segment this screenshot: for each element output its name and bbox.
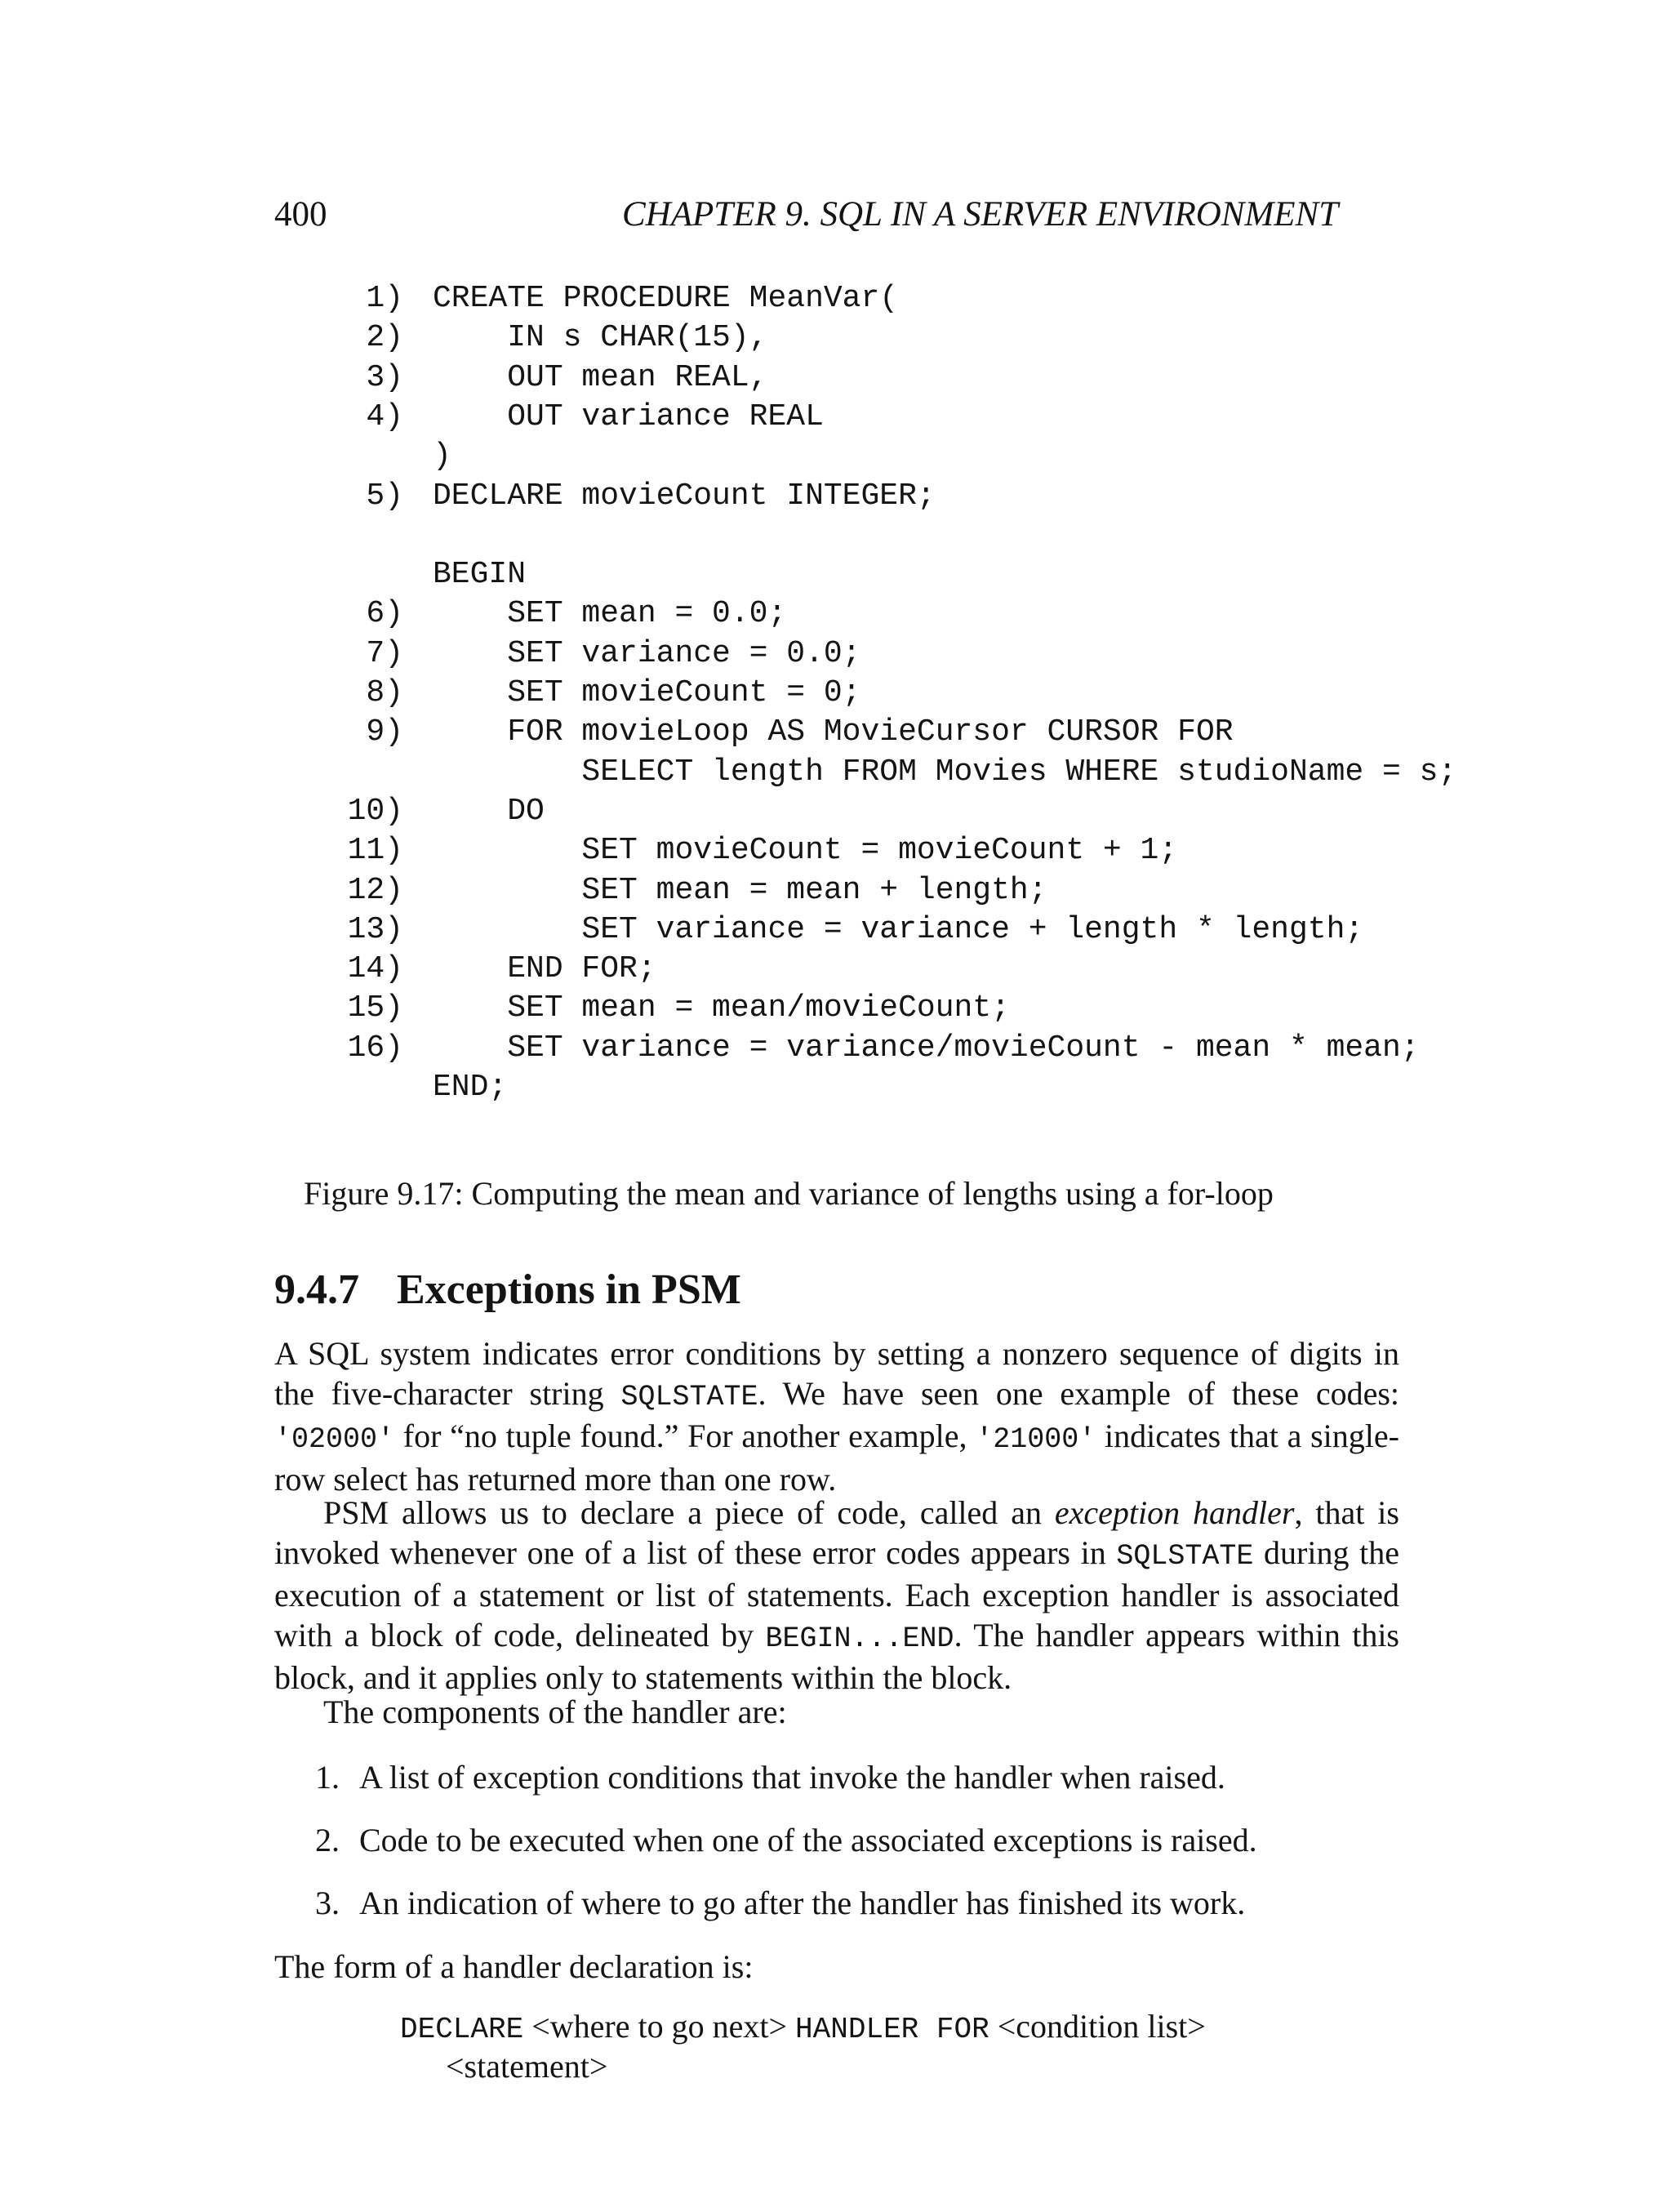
code-line xyxy=(336,437,1479,476)
list-text: A list of exception conditions that invoke the handler when raised. xyxy=(359,1759,1225,1796)
code-line xyxy=(336,516,1479,555)
list-item xyxy=(315,1884,1245,1922)
text: <condition list> xyxy=(989,2008,1206,2045)
code-text: ) xyxy=(433,438,451,474)
section-title: Exceptions in PSM xyxy=(397,1266,741,1313)
line-number: 6) xyxy=(366,596,403,632)
handler-form-line-1 xyxy=(400,2007,1206,2046)
code-text: SET mean = mean + length; xyxy=(433,872,1047,908)
code-text: SET variance = variance/movieCount - mean * mean; xyxy=(433,1030,1420,1066)
code-line xyxy=(336,1029,1479,1068)
line-number: 10) xyxy=(347,793,403,829)
list-number: 2. xyxy=(315,1822,340,1858)
keyword: HANDLER FOR xyxy=(795,2013,989,2046)
code-line xyxy=(336,398,1479,437)
list-number: 3. xyxy=(315,1885,340,1921)
code-line xyxy=(336,279,1479,318)
handler-form-line-2: <statement> xyxy=(446,2048,608,2085)
code-line xyxy=(336,831,1479,870)
list-item xyxy=(315,1821,1257,1859)
list-text: An indication of where to go after the handler has finished its work. xyxy=(359,1885,1246,1921)
code-term: SQLSTATE xyxy=(1116,1539,1254,1573)
code-text: SET mean = mean/movieCount; xyxy=(433,990,1010,1026)
code-line xyxy=(336,910,1479,950)
text: during the execution of a statement or list of statements. Each exception handler is associated with a block of code, delineated by xyxy=(274,1533,1399,1653)
text: , that is invoked whenever one of a list of these error codes appears in xyxy=(274,1494,1399,1571)
code-text: SET movieCount = 0; xyxy=(433,675,861,710)
section-heading xyxy=(274,1266,741,1314)
text: . We have seen one example of these codes: xyxy=(758,1374,1400,1412)
keyword: DECLARE xyxy=(400,2013,524,2046)
paragraph-1 xyxy=(274,1334,1399,1499)
code-text: SET variance = variance + length * length; xyxy=(433,911,1364,947)
code-line xyxy=(336,318,1479,358)
line-number: 13) xyxy=(347,911,403,947)
code-line xyxy=(336,674,1479,713)
line-number: 5) xyxy=(366,478,403,514)
line-number: 2) xyxy=(366,320,403,356)
emphasis: exception handler xyxy=(1054,1494,1295,1531)
section-number: 9.4.7 xyxy=(274,1266,359,1313)
line-number: 11) xyxy=(347,833,403,869)
code-text: IN s CHAR(15), xyxy=(433,320,768,356)
line-number: 14) xyxy=(347,951,403,987)
code-text: END FOR; xyxy=(433,951,656,987)
paragraph-2 xyxy=(274,1493,1399,1698)
code-text: DO xyxy=(433,793,545,829)
code-line xyxy=(336,950,1479,989)
text: A SQL system indicates error conditions by setting a nonzero sequence of digits in the five-character string xyxy=(274,1335,1399,1412)
text: indicates that a single-row select has returned more than one row. xyxy=(274,1418,1399,1498)
paragraph-3: The components of the handler are: xyxy=(323,1693,787,1730)
code-term: SQLSTATE xyxy=(620,1380,758,1413)
list-number: 1. xyxy=(315,1759,340,1796)
text: . The handler appears within this block, and it applies only to statements within the block. xyxy=(274,1616,1399,1696)
code-term: BEGIN...END xyxy=(765,1622,954,1655)
text: for “no tuple found.” For another example, xyxy=(394,1418,976,1454)
code-line xyxy=(336,713,1479,752)
code-line xyxy=(336,555,1479,594)
code-line xyxy=(336,1068,1479,1107)
line-number: 12) xyxy=(347,872,403,908)
code-text: SET mean = 0.0; xyxy=(433,596,787,632)
code-line xyxy=(336,594,1479,634)
line-number: 7) xyxy=(366,635,403,671)
code-text: SET variance = 0.0; xyxy=(433,635,861,671)
code-line xyxy=(336,871,1479,910)
code-line xyxy=(336,477,1479,516)
code-line xyxy=(336,634,1479,674)
code-listing xyxy=(336,279,1479,1112)
code-line xyxy=(336,792,1479,831)
code-text: DECLARE movieCount INTEGER; xyxy=(433,478,936,514)
chapter-title: CHAPTER 9. SQL IN A SERVER ENVIRONMENT xyxy=(622,195,1339,234)
list-item xyxy=(315,1758,1225,1796)
text: PSM allows us to declare a piece of code, called an xyxy=(323,1494,1055,1531)
code-text: OUT mean REAL, xyxy=(433,359,768,395)
code-line xyxy=(336,989,1479,1028)
figure-caption: Figure 9.17: Computing the mean and variance of lengths using a for-loop xyxy=(304,1175,1274,1212)
list-text: Code to be executed when one of the associated exceptions is raised. xyxy=(359,1822,1257,1858)
paragraph-4: The form of a handler declaration is: xyxy=(274,1948,754,1985)
code-text: BEGIN xyxy=(433,557,527,593)
code-line xyxy=(336,358,1479,398)
text: <where to go next> xyxy=(523,2008,796,2045)
code-text: FOR movieLoop AS MovieCursor CURSOR FOR xyxy=(433,714,1234,750)
code-text: CREATE PROCEDURE MeanVar( xyxy=(433,281,899,316)
code-term: '21000' xyxy=(976,1423,1096,1456)
line-number: 4) xyxy=(366,398,403,434)
code-text: SET movieCount = movieCount + 1; xyxy=(433,833,1178,869)
code-line xyxy=(336,753,1479,792)
line-number: 3) xyxy=(366,359,403,395)
line-number: 8) xyxy=(366,675,403,710)
line-number: 16) xyxy=(347,1030,403,1066)
code-term: '02000' xyxy=(274,1423,395,1456)
line-number: 15) xyxy=(347,990,403,1026)
code-text: OUT variance REAL xyxy=(433,398,824,434)
code-text: END; xyxy=(433,1070,508,1105)
code-text: SELECT length FROM Movies WHERE studioName = s; xyxy=(433,754,1457,790)
page-number: 400 xyxy=(274,195,327,234)
line-number: 1) xyxy=(366,281,403,316)
line-number: 9) xyxy=(366,714,403,750)
